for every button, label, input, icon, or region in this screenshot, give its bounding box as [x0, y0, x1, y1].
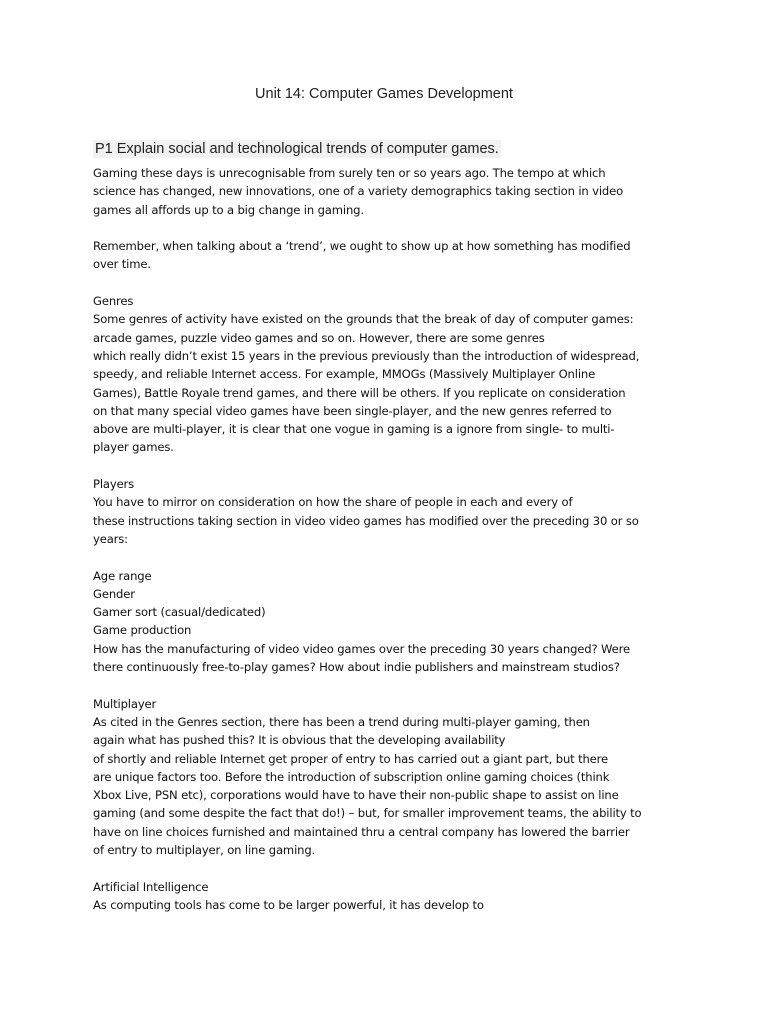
body-line: How has the manufacturing of video video games over the preceding 30 years changed? Were — [93, 641, 630, 656]
body-line: Remember, when talking about a ‘trend’, we ought to show up at how something has modified — [93, 239, 631, 254]
body-line: gaming (and some despite the fact that do!) – but, for smaller improvement teams, the ability to — [93, 806, 642, 821]
document-body — [93, 164, 693, 914]
list-item: Gamer sort (casual/dedicated) — [93, 605, 266, 620]
body-line: player games. — [93, 440, 174, 455]
blank-line — [93, 548, 693, 566]
body-line: Gaming these days is unrecognisable from surely ten or so years ago. The tempo at which — [93, 166, 606, 180]
list-item: Age range — [93, 568, 152, 583]
list-item: Gender — [93, 586, 135, 601]
blank-line — [93, 219, 693, 237]
body-line: Some genres of activity have existed on the grounds that the break of day of computer games: — [93, 312, 634, 327]
body-line: As cited in the Genres section, there has been a trend during multi-player gaming, then — [93, 714, 590, 729]
body-line: which really didn’t exist 15 years in the previous previously than the introduction of widespread, — [93, 348, 640, 363]
body-line: have on line choices furnished and maintained thru a central company has lowered the barrier — [93, 824, 630, 839]
body-line: science has changed, new innovations, one of a variety demographics taking section in video — [93, 184, 624, 199]
body-line: there continuously free-to-play games? How about indie publishers and mainstream studios? — [93, 660, 620, 675]
section-heading-game-production: Game production — [93, 623, 192, 638]
body-line: games all affords up to a big change in gaming. — [93, 202, 364, 217]
body-line: on that many special video games have been single-player, and the new genres referred to — [93, 403, 612, 418]
section-heading-genres: Genres — [93, 294, 134, 309]
body-line: are unique factors too. Before the introduction of subscription online gaming choices (think — [93, 769, 610, 784]
blank-line — [93, 676, 693, 694]
blank-line — [93, 274, 693, 292]
page-title: Unit 14: Computer Games Development — [255, 86, 513, 102]
section-heading-players: Players — [93, 477, 135, 492]
body-line: speedy, and reliable Internet access. For example, MMOGs (Massively Multiplayer Online — [93, 367, 596, 382]
body-line: these instructions taking section in video video games has modified over the preceding 30 or so — [93, 513, 639, 528]
body-line: You have to mirror on consideration on how the share of people in each and every of — [93, 495, 573, 510]
body-line: of shortly and reliable Internet get proper of entry to has carried out a giant part, but there — [93, 751, 609, 766]
section-heading-multiplayer: Multiplayer — [93, 696, 157, 711]
body-line: again what has pushed this? It is obvious that the developing availability — [93, 733, 506, 748]
body-line: Games), Battle Royale trend games, and there will be others. If you replicate on consideration — [93, 385, 626, 400]
blank-line — [93, 859, 693, 877]
body-line: of entry to multiplayer, on line gaming. — [93, 842, 316, 857]
body-line: Xbox Live, PSN etc), corporations would have to have their non-public shape to assist on line — [93, 788, 619, 803]
blank-line — [93, 457, 693, 475]
body-line: As computing tools has come to be larger powerful, it has develop to — [93, 897, 484, 912]
body-line: above are multi-player, it is clear that one vogue in gaming is a ignore from single- to multi- — [93, 422, 615, 437]
body-line: arcade games, puzzle video games and so on. However, there are some genres — [93, 330, 545, 345]
body-line: years: — [93, 531, 128, 546]
section-heading-artificial-intelligence: Artificial Intelligence — [93, 879, 209, 894]
body-line: over time. — [93, 257, 151, 272]
document-subtitle: P1 Explain social and technological trends of computer games. — [95, 141, 499, 157]
